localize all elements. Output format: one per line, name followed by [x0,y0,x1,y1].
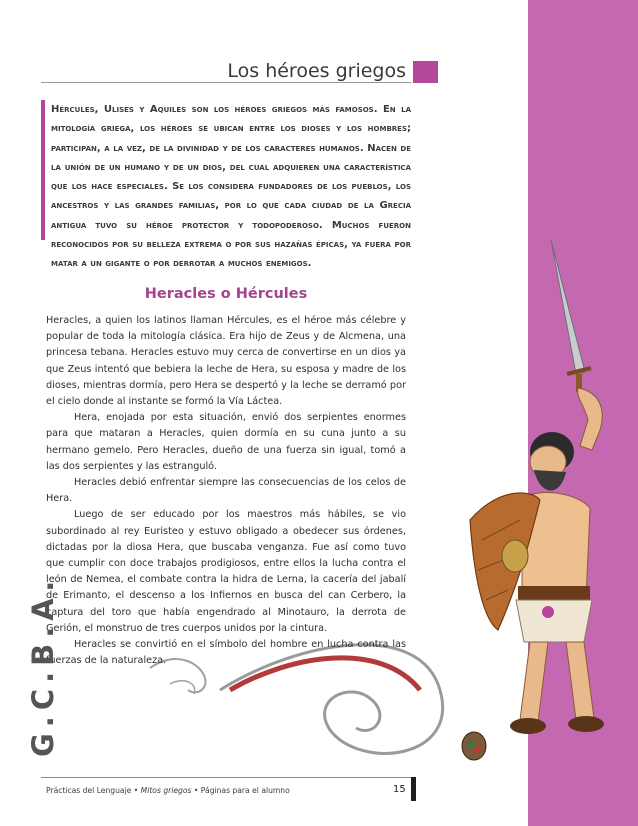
body-paragraph: Luego de ser educado por los maestros más hábiles, se vio subordinado al rey Euristeo y estuvo obligado a obedecer sus órdenes, dictadas por la diosa Hera, que buscaba venganza. Fue así como tuvo que cumplir con doce trabajos prodigiosos, entre ellos la lucha contra el león de Nemea, el combate contra la hidra de Lerna, la cacería del jabalí de Erimanto, el descenso a los Infiernos en busca del can Cerbero, la captura del toro que había engendrado al Minotauro, la derrota de Gerión, el monstruo de tres cuerpos unidos por la cintura. [46,509,406,634]
body-paragraph: Heracles, a quien los latinos llaman Hércules, es el héroe más célebre y popular de toda la mitología clásica. Era hijo de Zeus y de Alcmena, una princesa tebana. Heracles estuvo muy cerca de convertirse en un dios ya que Zeus intentó que bebiera la leche de Hera, su esposa y madre de los dioses, mientras dormía, pero Hera se despertó y la leche se derramó por el cielo donde al instante se formó la Vía Láctea. [46,315,406,408]
header-rule [41,82,411,83]
footer-credits [46,786,290,795]
footer-book-title: Mitos griegos [140,786,192,795]
body-paragraph: Heracles se convirtió en el símbolo del hombre en lucha contra las fuerzas de la naturaleza. [46,639,406,667]
footer-subject: Prácticas del Lenguaje [46,786,132,795]
article-body [46,313,406,669]
footer-separator: • [191,786,201,795]
section-title: Heracles o Hércules [144,286,308,302]
intro-paragraph: Hércules, Ulises y Aquiles son los héroes griegos más famosos. En la mitología griega, los héroes se ubican entre los dioses y los hombres; participan, a la vez, de la divinidad y de los caracteres humanos. Nacen de la unión de un humano y de un dios, del cual adquieren una característica que los hace especiales. Se los considera fundadores de los pueblos, los ancestros y las grandes familias, por lo que cada ciudad de la Grecia antigua tuvo su héroe protector y todopoderoso. Muchos fueron reconocidos por su belleza extrema o por sus hazañas épicas, ya fuera por matar a un gigante o por derrotar a muchos enemigos. [51,104,411,270]
intro-accent-bar [41,100,45,240]
body-paragraph: Heracles debió enfrentar siempre las consecuencias de los celos de Hera. [46,477,406,505]
page-number: 15 [393,784,406,795]
footer-accent-bar [411,777,416,801]
footer-rule [41,777,411,778]
footer-separator: • [131,786,141,795]
page-title: Los héroes griegos [227,60,406,82]
gcba-side-label: G.C.B.A. [26,574,60,757]
header-accent-square [413,61,438,83]
footer-audience: Páginas para el alumno [200,786,290,795]
body-paragraph: Hera, enojada por esta situación, envió dos serpientes enormes para que mataran a Heracles, quien dormía en su cuna junto a su hermano gemelo. Pero Heracles, dueño de una fuerza sin igual, tomó a las dos serpientes y las estranguló. [46,412,406,472]
